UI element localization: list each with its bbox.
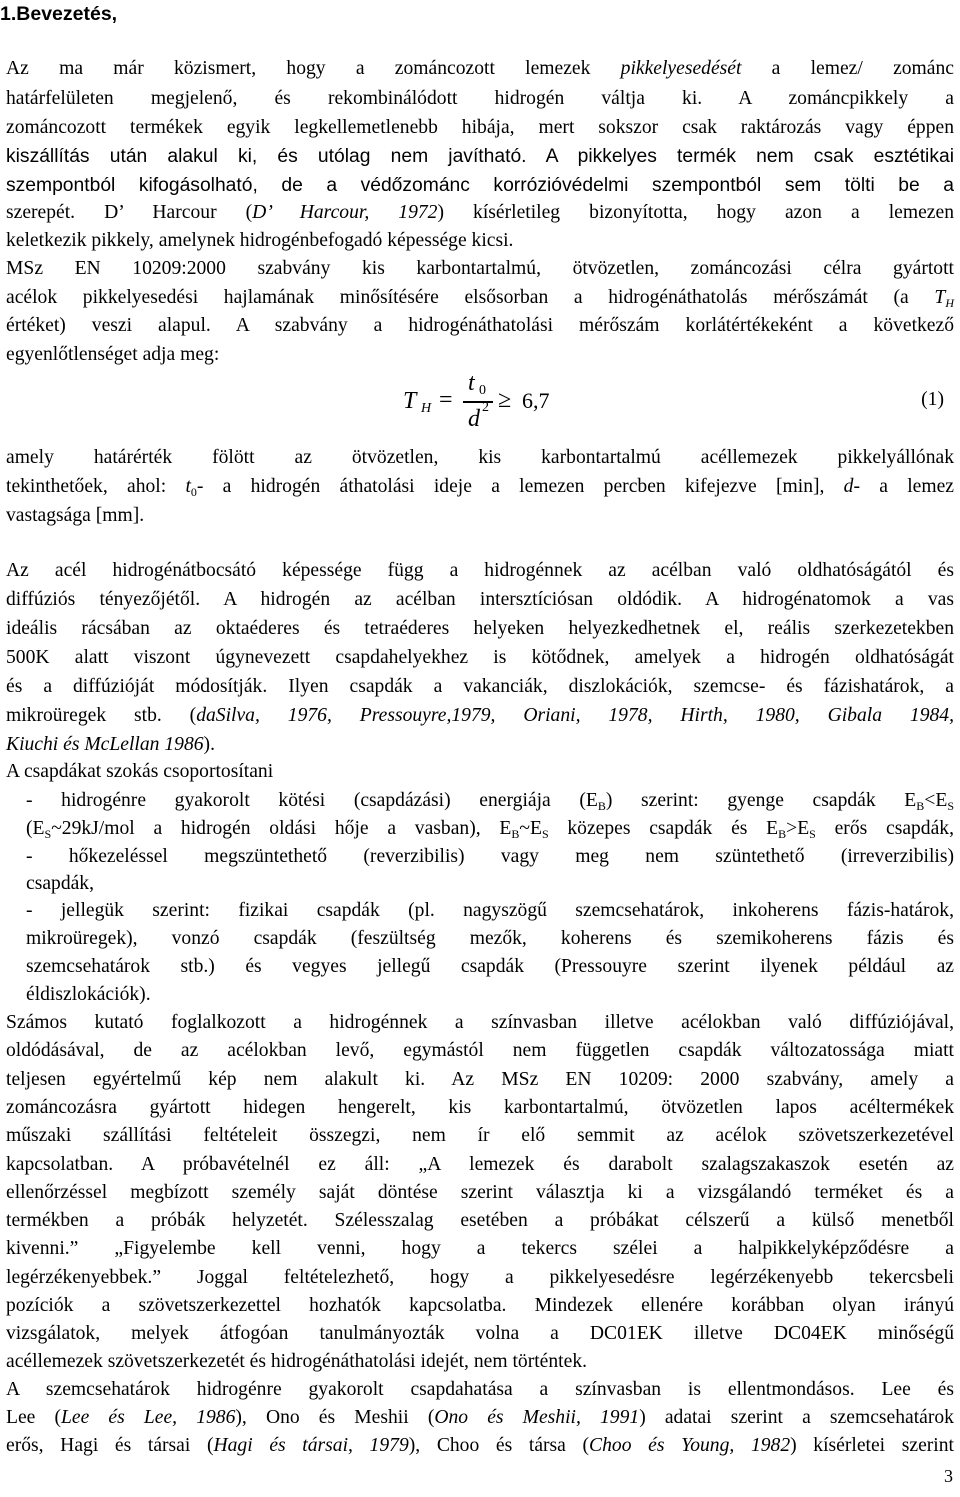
text-line: amely határérték fölött az ötvözetlen, kis karbontartalmú acéllemezek pikkelyállónak [6, 447, 954, 468]
list-item: mikroüregek), vonzó csapdák (feszültség mezők, koherens és szemikoherens fázis és [26, 928, 954, 949]
formula-equals: = [439, 387, 453, 413]
text-line: egyenlőtlenséget adja meg: [6, 344, 220, 365]
text-line: Lee (Lee és Lee, 1986), Ono és Meshii (Ono és Meshii, 1991) adatai szerint a szemcsehatárok [6, 1407, 954, 1428]
text-line: acéllemezek szövetszerkezetét és hidrogénáthatolási idejét, nem történtek. [6, 1351, 588, 1372]
text-line: határfelületen megjelenő, és rekombinálódott hidrogén váltja ki. A zománcpikkely a [6, 88, 954, 109]
text-line: ellenőrzéssel megbízott személy saját döntése szerint választja ki a vizsgálandó terméket és a [6, 1182, 954, 1203]
list-item: - hőkezeléssel megszüntethető (reverzibilis) vagy meg nem szüntethető (irreverzibilis) [26, 846, 954, 867]
text-line: zománcozásra gyártott hidegen hengerelt, kis karbontartalmú, ötvözetlen lapos acéltermékek [6, 1097, 954, 1118]
list-item: - hidrogénre gyakorolt kötési (csapdázási) energiája $(E_B)$ szerint: gyenge csapdák $E_B<E_S$ [26, 790, 954, 813]
formula-lhs-sub: H [421, 401, 432, 416]
text-line: tekinthetőek, ahol: $t_0-$ a hidrogén áthatolási ideje a lemezen percben kifejezve [min], d- a lemez [6, 476, 954, 499]
list-item: ($E_S\sim 29kJ$/mol a hidrogén oldási hője a vasban), $E_B\sim E_S$ közepes csapdák és $E_B>E_S$ erős csapdák, [26, 818, 954, 841]
text-line: Az acél hidrogénátbocsátó képessége függ a hidrogénnek az acélban való oldhatóságától és [6, 560, 954, 581]
text-line: A szemcsehatárok hidrogénre gyakorolt csapdahatása a színvasban is ellentmondásos. Lee és [6, 1379, 954, 1400]
formula-denominator: d [468, 406, 480, 432]
text-line: vizsgálatok, melyek átfogóan tanulmányozták volna a DC01EK illetve DC04EK minőségű [6, 1323, 954, 1344]
list-item: éldiszlokációk). [26, 984, 151, 1005]
text-line: zománcozott termékek egyik legkellemetlenebb hibája, mert sokszor csak raktározás vagy éppen [6, 117, 954, 138]
text-line: és a diffúzióját módosítják. Ilyen csapdák a vakanciák, diszlokációk, szemcse- és fázishatárok, a [6, 676, 954, 697]
text-line: oldódásával, de az acélokban levő, egymástól nem független csapdák változatossága miatt [6, 1040, 954, 1061]
text-line: szempontból kifogásolható, de a védőzománc korrózióvédelmi szempontból sem tölti be a [6, 175, 954, 196]
text-line: Kiuchi és McLellan 1986). [6, 734, 215, 755]
text-line: diffúziós tényezőjétől. A hidrogén az acélban intersztíciósan oldódik. A hidrogénatomok a vas [6, 589, 954, 610]
text-line: Számos kutató foglalkozott a hidrogénnek a színvasban illetve acélokban való diffúziójával, [6, 1012, 954, 1033]
formula-denominator-sup: 2 [482, 400, 489, 415]
text-line: mikroüregek stb. (daSilva, 1976, Pressouyre,1979, Oriani, 1978, Hirth, 1980, Gibala 1984, [6, 705, 955, 726]
formula-numerator: t [468, 370, 475, 396]
text-line: ideális rácsában az oktaéderes és tetraéderes helyeken helyezkedhetnek el, reális szerkezetekben [6, 618, 954, 639]
text-line: teljesen egyértelmű kép nem alakult ki. Az MSz EN 10209: 2000 szabvány, amely a [6, 1069, 954, 1090]
text-line: értéket) veszi alapul. A szabvány a hidrogénáthatolási mérőszám korlátértékeként a következő [6, 315, 954, 336]
text-line: kivenni.” „Figyelembe kell venni, hogy a tekercs szélei a halpikkelyképződésre a [6, 1238, 954, 1259]
text-line: műszaki szállítási feltételeit összegzi, nem ír elő semmit az acélok szövetszerkezetével [6, 1125, 954, 1146]
text-line: keletkezik pikkely, amelynek hidrogénbefogadó képessége kicsi. [6, 230, 514, 251]
page-number: 3 [944, 1466, 953, 1486]
text-line: MSz EN 10209:2000 szabvány kis karbontartalmú, ötvözetlen, zománcozási célra gyártott [6, 258, 954, 279]
text-line: szerepét. D’ Harcour (D’ Harcour, 1972) kísérletileg bizonyította, hogy azon a lemezen [6, 202, 954, 223]
text-line: erős, Hagi és társai (Hagi és társai, 1979), Choo és társa (Choo és Young, 1982) kísérletei szerint [6, 1435, 954, 1456]
list-item: szemcsehatárok stb.) és vegyes jellegű csapdák (Pressouyre szerint ilyenek például az [26, 956, 954, 977]
text-line: kiszállítás után alakul ki, és utólag nem javítható. A pikkelyes termék nem csak esztétikai [6, 146, 954, 167]
formula-relation: ≥ [498, 387, 512, 413]
text-line: 500K alatt viszont úgynevezett csapdahelyekhez is kötődnek, amelyek a hidrogén oldhatóságát [6, 647, 954, 668]
list-item: - jellegük szerint: fizikai csapdák (pl. nagyszögű szemcsehatárok, inkoherens fázis-határok, [26, 900, 954, 921]
text-line: vastagsága [mm]. [6, 505, 145, 526]
text-line: legérzékenyebbek.” Joggal feltételezhető, hogy a pikkelyesedésre legérzékenyebb tekercsbeli [6, 1267, 954, 1288]
text-line: kapcsolatban. A próbavételnél ez áll: „A lemezek és darabolt szalagszakaszok esetén az [6, 1154, 954, 1175]
formula-number: (1) [921, 389, 944, 410]
text-line: Az ma már közismert, hogy a zománcozott lemezek pikkelyesedését a lemez/ zománc [6, 58, 954, 79]
section-heading: 1.Bevezetés, [0, 3, 118, 25]
formula-lhs: T [403, 388, 417, 414]
inequality-formula [395, 368, 655, 440]
text-line: termékben a próbák helyzetét. Szélesszalag esetében a próbákat célszerű a külső menetből [6, 1210, 954, 1231]
list-item: csapdák, [26, 873, 95, 894]
text-line: A csapdákat szokás csoportosítani [6, 761, 274, 782]
formula-value: 6,7 [522, 388, 550, 413]
text-line: pozíciók a szövetszerkezettel hozhatók kapcsolatba. Mindezek ellenére korábban olyan irányú [6, 1295, 954, 1316]
formula-numerator-sub: 0 [479, 383, 486, 398]
text-line: acélok pikkelyesedési hajlamának minősítésére elsősorban a hidrogénáthatolás mérőszámát (a $T_H$ [6, 287, 954, 310]
